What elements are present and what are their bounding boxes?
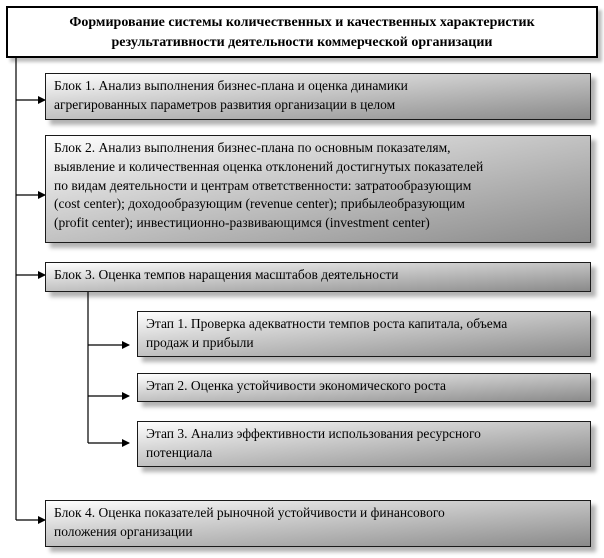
title-line-1: Формирование системы количественных и качественных характеристик	[69, 15, 535, 30]
title-line-2: результативности деятельности коммерческой организации	[111, 35, 493, 50]
block-1-box: Блок 1. Анализ выполнения бизнес-плана и оценка динамики агрегированных параметров развития организации в целом	[45, 73, 591, 120]
block-4-box: Блок 4. Оценка показателей рыночной устойчивости и финансового положения организации	[45, 500, 591, 547]
stage-3-box: Этап 3. Анализ эффективности использования ресурсного потенциала	[137, 421, 591, 467]
block-2-box: Блок 2. Анализ выполнения бизнес-плана по основным показателям, выявление и количественная оценка отклонений достигнутых показателей по видам деятельности и центрам ответственности: затратообразующим (cost center); доходообразующим (revenue center); прибылеобразующим (profit center); инвестиционно-развивающимся (investment center)	[45, 135, 591, 243]
stage-2-box: Этап 2. Оценка устойчивости экономического роста	[137, 373, 591, 402]
diagram-title	[6, 6, 598, 58]
stage-1-box: Этап 1. Проверка адекватности темпов роста капитала, объема продаж и прибыли	[137, 311, 591, 357]
block-3-box: Блок 3. Оценка темпов наращения масштабов деятельности	[45, 262, 591, 292]
